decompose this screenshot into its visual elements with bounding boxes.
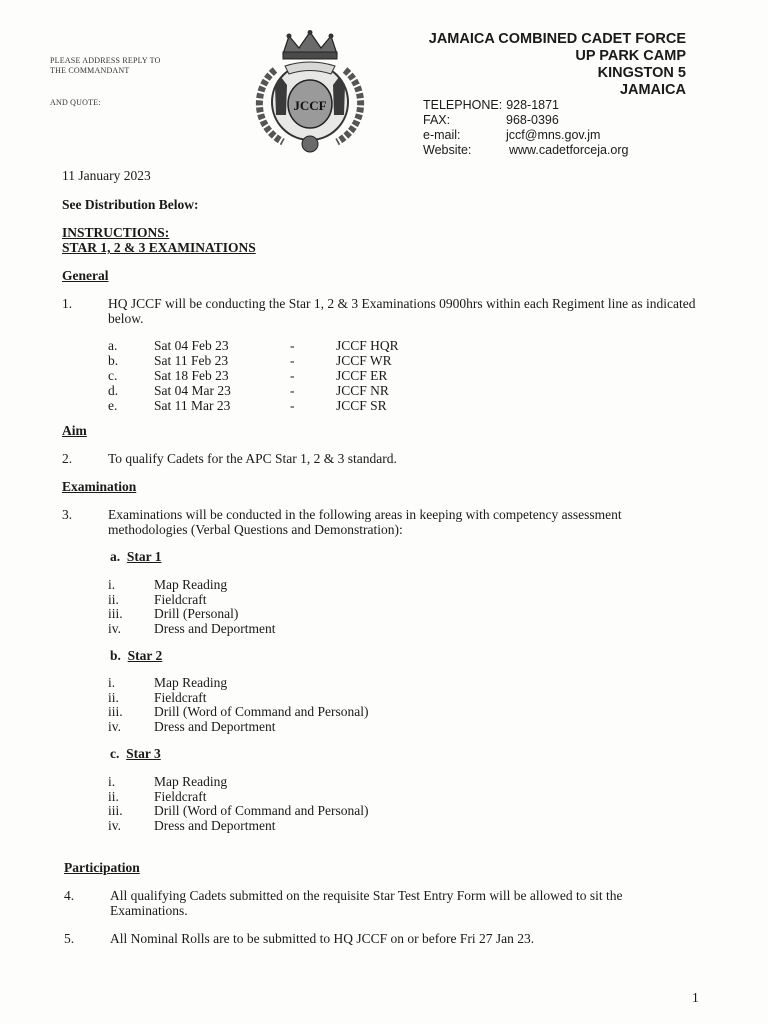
reply-line-1: PLEASE ADDRESS REPLY TO — [50, 56, 161, 65]
para-3-number: 3. — [62, 507, 73, 522]
contact-details — [423, 98, 629, 158]
para-1-number: 1. — [62, 296, 73, 311]
crest-logo — [245, 30, 375, 156]
section-heading-participation: Participation — [64, 860, 140, 875]
para-5-number: 5. — [64, 931, 75, 946]
list-item: ii. Fieldcraft — [108, 689, 207, 705]
and-quote-note: AND QUOTE: — [50, 98, 101, 107]
schedule-list — [108, 338, 399, 413]
list-item: iv. Dress and Deportment — [108, 718, 276, 734]
para-2-number: 2. — [62, 451, 73, 466]
list-item: iv. Dress and Deportment — [108, 817, 276, 833]
list-item: i. Map Reading — [108, 774, 228, 789]
section-heading-aim: Aim — [62, 423, 87, 438]
list-item: ii. Fieldcraft — [108, 591, 207, 607]
contact-email — [423, 128, 629, 143]
star-1-list — [108, 577, 275, 635]
contact-website — [423, 143, 629, 158]
list-item: ii. Fieldcraft — [108, 788, 207, 804]
page-number: 1 — [692, 990, 699, 1005]
exam-title: STAR 1, 2 & 3 EXAMINATIONS — [62, 240, 256, 255]
distribution-line: See Distribution Below: — [62, 197, 199, 212]
telephone-label: TELEPHONE: — [423, 98, 503, 112]
para-4-text: All qualifying Cadets submitted on the requisite Star Test Entry Form will be allowed to sit the Examinations. — [110, 888, 623, 918]
fax-label: FAX: — [423, 113, 451, 127]
star-2-list — [108, 675, 369, 733]
org-camp: UP PARK CAMP — [575, 48, 686, 64]
contact-telephone — [423, 98, 629, 113]
reply-line-2: THE COMMANDANT — [50, 66, 130, 75]
fax-value: 968-0396 — [506, 113, 559, 127]
para-5-text: All Nominal Rolls are to be submitted to HQ JCCF on or before Fri 27 Jan 23. — [110, 931, 535, 946]
section-heading-general: General — [62, 268, 109, 283]
telephone-value: 928-1871 — [506, 98, 560, 112]
instructions-title: INSTRUCTIONS: — [62, 225, 170, 240]
para-4-number: 4. — [64, 888, 75, 903]
schedule-row: e. Sat 11 Mar 23 - JCCF SR — [108, 398, 387, 413]
email-label: e-mail: — [423, 128, 461, 142]
list-item: iv. Dress and Deportment — [108, 620, 276, 636]
list-item: iii. Drill (Word of Command and Personal) — [108, 803, 369, 818]
schedule-row: b. Sat 11 Feb 23 - JCCF WR — [108, 353, 392, 368]
crest-lettering: JCCF — [293, 98, 327, 113]
website-value[interactable]: www.cadetforceja.org — [509, 143, 629, 157]
star-3-heading: c. Star 3 — [110, 746, 161, 761]
para-3-text: Examinations will be conducted in the following areas in keeping with competency assessment methodologies (Verbal Questions and Demonstration): — [108, 507, 622, 537]
contact-fax — [423, 113, 629, 128]
letter-date: 11 January 2023 — [62, 168, 151, 183]
schedule-row: a. Sat 04 Feb 23 - JCCF HQR — [108, 338, 399, 353]
para-1-text: HQ JCCF will be conducting the Star 1, 2 & 3 Examinations 0900hrs within each Regiment line as indicated below. — [108, 296, 696, 326]
star-3-list — [108, 774, 369, 832]
website-label: Website: — [423, 143, 472, 157]
star-1-heading: a. Star 1 — [110, 549, 162, 564]
list-item: i. Map Reading — [108, 577, 228, 592]
schedule-row: c. Sat 18 Feb 23 - JCCF ER — [108, 368, 388, 383]
para-2-text: To qualify Cadets for the APC Star 1, 2 & 3 standard. — [108, 451, 397, 466]
star-2-heading: b. Star 2 — [110, 648, 163, 663]
organization-address — [429, 31, 686, 99]
list-item: iii. Drill (Personal) — [108, 606, 239, 621]
email-value[interactable]: jccf@mns.gov.jm — [506, 128, 601, 142]
schedule-row: d. Sat 04 Mar 23 - JCCF NR — [108, 383, 389, 398]
section-heading-examination: Examination — [62, 479, 137, 494]
org-country: JAMAICA — [619, 82, 686, 98]
org-city: KINGSTON 5 — [597, 65, 686, 81]
list-item: iii. Drill (Word of Command and Personal) — [108, 704, 369, 719]
org-name: JAMAICA COMBINED CADET FORCE — [428, 31, 686, 47]
reply-note — [50, 56, 161, 76]
list-item: i. Map Reading — [108, 675, 228, 690]
